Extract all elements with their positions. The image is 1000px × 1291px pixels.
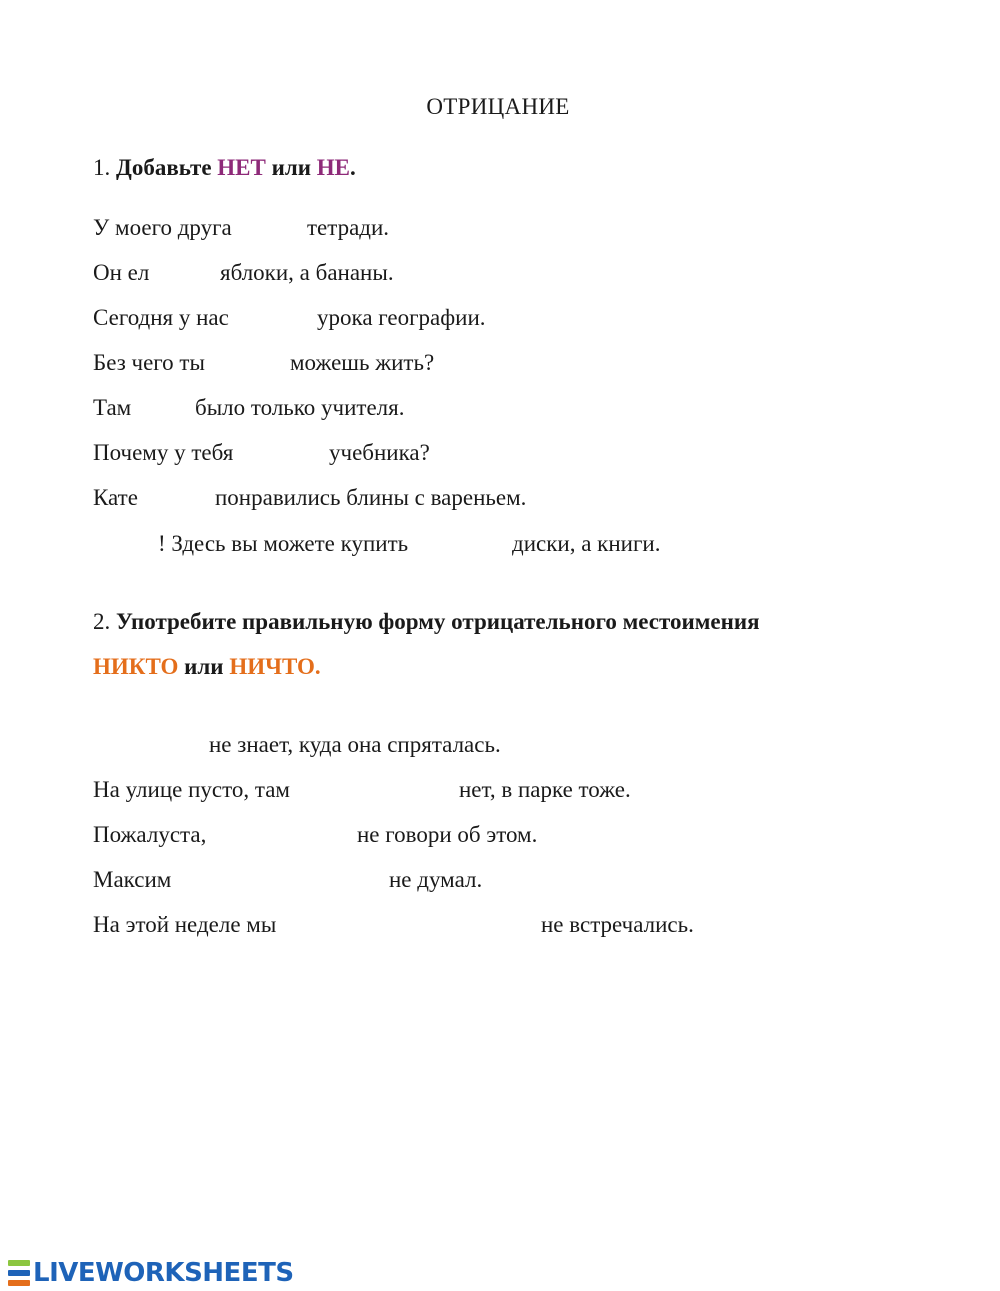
task2-option-nikto: НИКТО	[93, 654, 179, 679]
task2-sentence-5-end: не встречались.	[541, 912, 694, 937]
task1-sentence-5-end: было только учителя.	[195, 395, 405, 420]
task2-option-nichto: НИЧТО.	[229, 654, 321, 679]
task2-blank-3[interactable]	[225, 822, 351, 848]
task1-sentence-7-end: понравились блины с вареньем.	[215, 485, 527, 510]
task1-sentence-6-end: учебника?	[329, 440, 430, 465]
task2-blank-2[interactable]	[320, 777, 453, 803]
task2-sentence-1-end: не знает, куда она спряталась.	[209, 732, 501, 757]
logo-text: LIVEWORKSHEETS	[33, 1258, 294, 1288]
task1-sentence-2-end: яблоки, а бананы.	[220, 260, 394, 285]
task1-sentence-2-start: Он ел	[93, 260, 150, 285]
task2-heading-options	[93, 654, 321, 680]
task1-sentence-4-start: Без чего ты	[93, 350, 205, 375]
task1-heading	[93, 155, 356, 181]
task1-blank-2[interactable]	[160, 260, 215, 286]
task2-sentence-5-start: На этой неделе мы	[93, 912, 277, 937]
task1-blank-8b[interactable]	[446, 531, 506, 557]
task2-sentence-2-end: нет, в парке тоже.	[459, 777, 631, 802]
task2-sentence-3-end: не говори об этом.	[357, 822, 538, 847]
task1-sentence-6-start: Почему у тебя	[93, 440, 234, 465]
task1-number: 1.	[93, 155, 111, 180]
task2-blank-1[interactable]	[93, 732, 203, 758]
task1-blank-3[interactable]	[250, 305, 312, 331]
task1-blank-1[interactable]	[252, 215, 302, 241]
task2-sentence-4-end: не думал.	[389, 867, 483, 892]
task1-sentence-3-end: урока географии.	[317, 305, 486, 330]
task1-sentence-1-start: У моего друга	[93, 215, 232, 240]
task2-blank-4[interactable]	[186, 867, 384, 893]
task2-instruction: Употребите правильную форму отрицательного местоимения	[116, 609, 760, 634]
task2-sentence-4-start: Максим	[93, 867, 172, 892]
task1-option-net: НЕТ	[217, 155, 266, 180]
page-title: ОТРИЦАНИЕ	[426, 94, 570, 119]
task1-sentence-3-start: Сегодня у нас	[93, 305, 229, 330]
task2-heading	[93, 609, 760, 635]
task1-or: или	[271, 155, 312, 180]
task2-sentence-3-start: Пожалуста,	[93, 822, 207, 847]
task1-blank-6[interactable]	[262, 440, 324, 466]
logo-mark-icon	[8, 1260, 30, 1286]
task1-option-ne: НЕ	[316, 155, 351, 180]
liveworksheets-logo[interactable]	[8, 1258, 294, 1288]
task2-blank-5[interactable]	[312, 912, 536, 938]
task1-blank-8a[interactable]	[93, 531, 153, 557]
task1-period: .	[350, 155, 356, 180]
task1-blank-5[interactable]	[140, 395, 190, 421]
task1-blank-4[interactable]	[222, 350, 285, 376]
task1-sentence-8-end: диски, а книги.	[512, 531, 661, 556]
task2-or: или	[184, 654, 224, 679]
task1-sentence-5-start: Там	[93, 395, 132, 420]
task1-blank-7[interactable]	[148, 485, 210, 511]
task1-sentence-8-start: ! Здесь вы можете купить	[158, 531, 409, 556]
task2-sentence-2-start: На улице пусто, там	[93, 777, 290, 802]
task1-sentence-1-end: тетради.	[307, 215, 390, 240]
task1-instruction: Добавьте	[116, 155, 212, 180]
task2-number: 2.	[93, 609, 111, 634]
task1-sentence-7-start: Кате	[93, 485, 138, 510]
task1-sentence-4-end: можешь жить?	[290, 350, 435, 375]
